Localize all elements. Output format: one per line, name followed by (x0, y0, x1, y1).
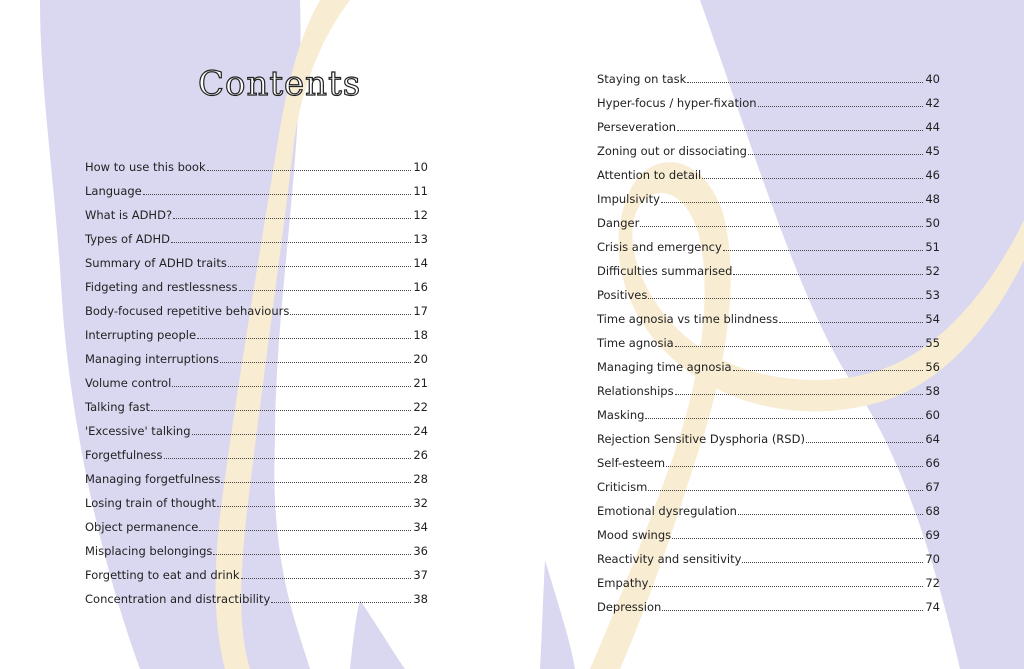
toc-entry-page-number: 34 (413, 520, 428, 534)
toc-entry-page-number: 66 (925, 456, 940, 470)
toc-entry-page-number: 67 (925, 480, 940, 494)
toc-entry[interactable] (85, 414, 428, 438)
toc-dot-leader (207, 169, 412, 171)
toc-dot-leader (192, 433, 412, 435)
toc-entry-page-number: 10 (413, 160, 428, 174)
toc-entry[interactable] (597, 350, 940, 374)
toc-dot-leader (779, 321, 923, 323)
toc-entry[interactable] (597, 518, 940, 542)
toc-entry[interactable] (597, 302, 940, 326)
toc-dot-leader (241, 577, 412, 579)
toc-entry-title: Time agnosia (597, 336, 674, 350)
toc-dot-leader (738, 513, 923, 515)
toc-dot-leader (733, 369, 924, 371)
toc-dot-leader (662, 609, 923, 611)
toc-dot-leader (143, 193, 412, 195)
toc-entry-title: What is ADHD? (85, 208, 173, 222)
toc-entry[interactable] (597, 542, 940, 566)
toc-entry-page-number: 44 (925, 120, 940, 134)
toc-dot-leader (733, 273, 923, 275)
toc-entry-title: Criticism (597, 480, 648, 494)
toc-entry-page-number: 20 (413, 352, 428, 366)
toc-entry-title: Impulsivity (597, 192, 660, 206)
toc-entry-title: How to use this book (85, 160, 206, 174)
toc-entry-title: Forgetting to eat and drink (85, 568, 240, 582)
toc-entry-page-number: 16 (413, 280, 428, 294)
toc-entry-page-number: 28 (413, 472, 428, 486)
toc-entry[interactable] (85, 462, 428, 486)
toc-entry[interactable] (85, 294, 428, 318)
toc-entry-page-number: 54 (925, 312, 940, 326)
toc-dot-leader (677, 129, 923, 131)
toc-entry-title: Emotional dysregulation (597, 504, 737, 518)
toc-entry[interactable] (597, 182, 940, 206)
toc-entry-page-number: 74 (925, 600, 940, 614)
toc-entry-title: Crisis and emergency (597, 240, 722, 254)
toc-entry-page-number: 58 (925, 384, 940, 398)
toc-entry-title: Danger (597, 216, 640, 230)
toc-entry-page-number: 52 (925, 264, 940, 278)
toc-entry[interactable] (597, 374, 940, 398)
toc-entry-title: Fidgeting and restlessness (85, 280, 238, 294)
toc-entry[interactable] (597, 470, 940, 494)
toc-dot-leader (645, 417, 923, 419)
toc-entry[interactable] (85, 174, 428, 198)
toc-entry-title: Body-focused repetitive behaviours (85, 304, 290, 318)
toc-entry-page-number: 24 (413, 424, 428, 438)
toc-entry[interactable] (597, 206, 940, 230)
toc-dot-leader (173, 217, 411, 219)
toc-dot-leader (806, 441, 923, 443)
toc-dot-leader (164, 457, 412, 459)
toc-entry[interactable] (85, 534, 428, 558)
toc-entry-title: Empathy (597, 576, 649, 590)
toc-entry-title: Hyper-focus / hyper-fixation (597, 96, 757, 110)
toc-dot-leader (649, 585, 923, 587)
toc-entry-page-number: 26 (413, 448, 428, 462)
toc-entry[interactable] (597, 566, 940, 590)
toc-entry[interactable] (597, 86, 940, 110)
toc-dot-leader (171, 241, 411, 243)
toc-dot-leader (723, 249, 924, 251)
toc-entry-page-number: 70 (925, 552, 940, 566)
toc-entry-title: Managing time agnosia (597, 360, 732, 374)
toc-entry-page-number: 32 (413, 496, 428, 510)
toc-entry-title: Positives (597, 288, 648, 302)
toc-dot-leader (640, 225, 923, 227)
toc-entry[interactable] (85, 486, 428, 510)
toc-entry[interactable] (597, 398, 940, 422)
toc-entry[interactable] (85, 558, 428, 582)
toc-entry-page-number: 53 (925, 288, 940, 302)
toc-entry[interactable] (597, 422, 940, 446)
toc-dot-leader (213, 553, 411, 555)
toc-entry[interactable] (597, 494, 940, 518)
toc-dot-leader (271, 601, 411, 603)
toc-entry[interactable] (85, 150, 428, 174)
toc-dot-leader (666, 465, 923, 467)
toc-entry-page-number: 40 (925, 72, 940, 86)
toc-entry[interactable] (597, 446, 940, 470)
toc-dot-leader (675, 345, 924, 347)
toc-entry-page-number: 64 (925, 432, 940, 446)
toc-entry[interactable] (85, 342, 428, 366)
lavender-bottom-left (350, 600, 405, 669)
toc-entry[interactable] (597, 158, 940, 182)
toc-entry-title: Interrupting people (85, 328, 197, 342)
toc-entry-page-number: 22 (413, 400, 428, 414)
toc-dot-leader (675, 393, 924, 395)
toc-entry[interactable] (597, 254, 940, 278)
toc-dot-leader (217, 505, 411, 507)
toc-entry-page-number: 72 (925, 576, 940, 590)
toc-entry-page-number: 51 (925, 240, 940, 254)
toc-entry-title: Staying on task (597, 72, 687, 86)
toc-entry-title: Depression (597, 600, 662, 614)
toc-entry[interactable] (85, 390, 428, 414)
toc-entry-page-number: 60 (925, 408, 940, 422)
toc-entry-title: Losing train of thought (85, 496, 217, 510)
toc-entry-title: Difficulties summarised (597, 264, 733, 278)
toc-entry[interactable] (85, 582, 428, 606)
toc-dot-leader (221, 481, 411, 483)
toc-entry[interactable] (85, 270, 428, 294)
toc-entry-page-number: 46 (925, 168, 940, 182)
toc-entry-title: Reactivity and sensitivity (597, 552, 742, 566)
toc-entry-page-number: 55 (925, 336, 940, 350)
toc-dot-leader (197, 337, 411, 339)
toc-list-right (597, 62, 940, 614)
toc-entry-title: 'Excessive' talking (85, 424, 191, 438)
toc-entry[interactable] (597, 326, 940, 350)
toc-entry-title: Concentration and distractibility (85, 592, 271, 606)
toc-dot-leader (199, 529, 411, 531)
lavender-corner-bottom-right (540, 560, 575, 669)
toc-entry[interactable] (597, 230, 940, 254)
toc-dot-leader (172, 385, 411, 387)
toc-dot-leader (290, 313, 411, 315)
toc-entry-page-number: 38 (413, 592, 428, 606)
toc-entry-page-number: 17 (413, 304, 428, 318)
toc-entry-title: Mood swings (597, 528, 672, 542)
toc-entry-page-number: 11 (413, 184, 428, 198)
toc-entry[interactable] (597, 62, 940, 86)
toc-entry-title: Perseveration (597, 120, 677, 134)
toc-entry[interactable] (597, 278, 940, 302)
toc-entry[interactable] (597, 110, 940, 134)
toc-entry[interactable] (85, 366, 428, 390)
toc-entry[interactable] (85, 246, 428, 270)
toc-entry[interactable] (85, 198, 428, 222)
toc-entry-page-number: 18 (413, 328, 428, 342)
toc-entry[interactable] (597, 590, 940, 614)
toc-dot-leader (228, 265, 412, 267)
toc-dot-leader (151, 409, 411, 411)
toc-entry-page-number: 69 (925, 528, 940, 542)
toc-entry-title: Object permanence (85, 520, 199, 534)
toc-entry-title: Rejection Sensitive Dysphoria (RSD) (597, 432, 805, 446)
toc-dot-leader (220, 361, 411, 363)
toc-entry[interactable] (85, 222, 428, 246)
toc-entry-page-number: 36 (413, 544, 428, 558)
toc-entry-title: Talking fast (85, 400, 151, 414)
toc-entry-title: Forgetfulness (85, 448, 163, 462)
toc-entry-page-number: 13 (413, 232, 428, 246)
contents-title: Contents (198, 64, 362, 104)
toc-entry[interactable] (85, 318, 428, 342)
toc-entry-page-number: 21 (413, 376, 428, 390)
toc-dot-leader (661, 201, 923, 203)
toc-list-left (85, 150, 428, 606)
toc-entry-title: Language (85, 184, 142, 198)
toc-entry-page-number: 56 (925, 360, 940, 374)
toc-entry-page-number: 37 (413, 568, 428, 582)
toc-entry-title: Relationships (597, 384, 674, 398)
toc-entry-title: Misplacing belongings (85, 544, 213, 558)
toc-entry-title: Summary of ADHD traits (85, 256, 227, 270)
toc-entry-title: Volume control (85, 376, 172, 390)
toc-entry-page-number: 14 (413, 256, 428, 270)
toc-entry[interactable] (85, 510, 428, 534)
toc-entry-title: Time agnosia vs time blindness (597, 312, 779, 326)
toc-dot-leader (672, 537, 923, 539)
toc-dot-leader (687, 81, 923, 83)
toc-entry[interactable] (85, 438, 428, 462)
toc-entry-title: Masking (597, 408, 645, 422)
toc-entry-title: Zoning out or dissociating (597, 144, 747, 158)
toc-dot-leader (758, 105, 924, 107)
toc-entry-page-number: 45 (925, 144, 940, 158)
toc-dot-leader (648, 489, 923, 491)
toc-entry-page-number: 50 (925, 216, 940, 230)
toc-dot-leader (748, 153, 923, 155)
toc-dot-leader (239, 289, 412, 291)
toc-entry-title: Managing forgetfulness (85, 472, 221, 486)
toc-entry-page-number: 48 (925, 192, 940, 206)
toc-entry-title: Attention to detail (597, 168, 702, 182)
toc-dot-leader (742, 561, 923, 563)
toc-dot-leader (648, 297, 923, 299)
toc-entry-title: Managing interruptions (85, 352, 219, 366)
toc-entry[interactable] (597, 134, 940, 158)
toc-entry-page-number: 12 (413, 208, 428, 222)
toc-entry-page-number: 42 (925, 96, 940, 110)
toc-entry-page-number: 68 (925, 504, 940, 518)
toc-entry-title: Types of ADHD (85, 232, 171, 246)
toc-entry-title: Self-esteem (597, 456, 666, 470)
toc-dot-leader (702, 177, 923, 179)
